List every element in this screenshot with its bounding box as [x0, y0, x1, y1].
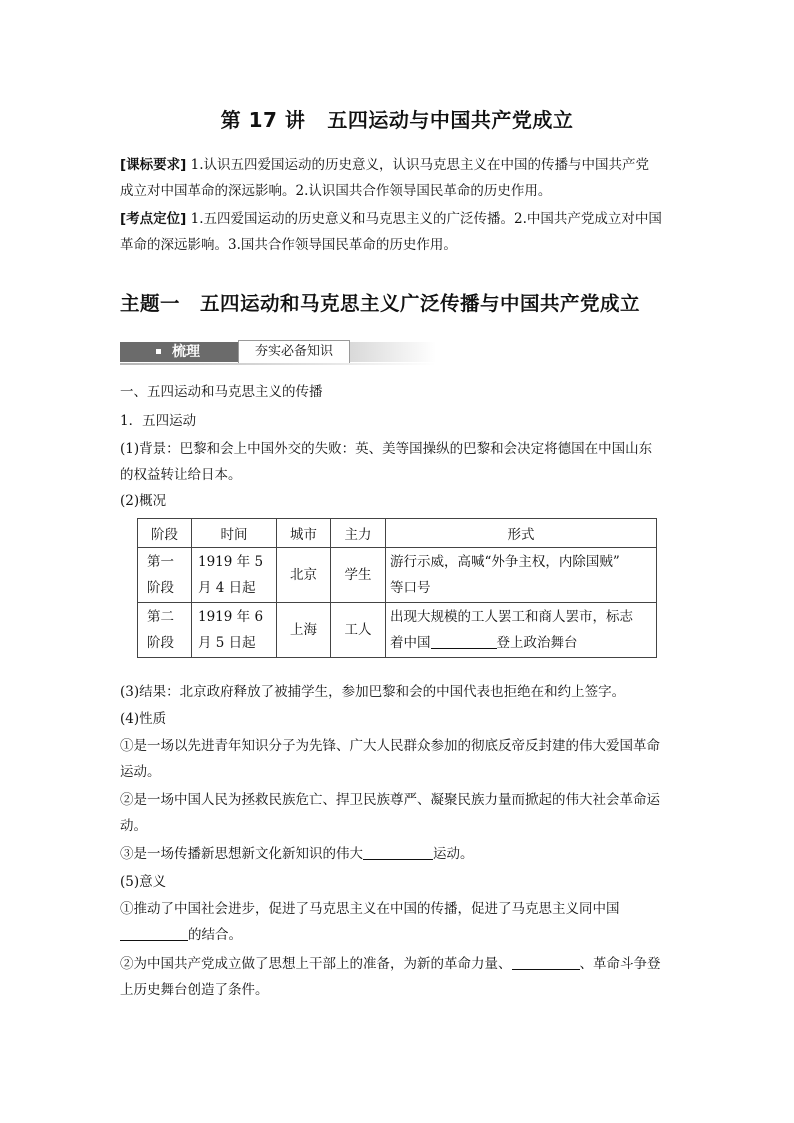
nature-item-1: ①是一场以先进青年知识分子为先锋、广大人民群众参加的彻底反帝反封建的伟大爱国革命 运动。 — [120, 738, 660, 780]
table-header-row — [138, 519, 657, 548]
subsection-heading: 1．五四运动 — [120, 413, 197, 429]
standards-label: [课标要求] — [120, 157, 187, 173]
banner-label: 梳理 — [172, 344, 200, 360]
fill-in-blank[interactable] — [512, 955, 580, 970]
cell-force: 学生 — [331, 548, 386, 603]
theme-heading — [120, 288, 640, 316]
banner-fade — [350, 342, 436, 362]
header-time: 时间 — [192, 519, 277, 548]
theme-prefix: 主题一 — [120, 292, 181, 315]
section-heading: 一、五四运动和马克思主义的传播 — [120, 384, 323, 400]
nature-item-3: ③是一场传播新思想新文化新知识的伟大 运动。 — [120, 846, 474, 862]
cell-stage: 第二 阶段 — [138, 603, 192, 658]
lesson-title — [0, 104, 794, 133]
focus-label: [考点定位] — [120, 211, 187, 227]
focus-text-2: 革命的深远影响。3.国共合作领导国民革命的历史作用。 — [120, 237, 457, 253]
curriculum-standards — [120, 152, 676, 204]
section-banner — [120, 340, 436, 364]
focus-text-1: 1.五四爱国运动的历史意义和马克思主义的广泛传播。2.中国共产党成立对中国 — [186, 211, 662, 227]
table-row — [138, 548, 657, 603]
lesson-number: 第 17 讲 — [220, 108, 306, 132]
banner-rule — [120, 363, 436, 365]
cell-form: 出现大规模的工人罢工和商人罢市，标志 着中国 登上政治舞台 — [386, 603, 657, 658]
cell-stage: 第一 阶段 — [138, 548, 192, 603]
standards-text-2: 成立对中国革命的深远影响。2.认识国共合作领导国民革命的历史作用。 — [120, 183, 552, 199]
significance-item-2: ②为中国共产党成立做了思想上干部上的准备，为新的革命力量、 、革命斗争登 上历史舞台创造了条件。 — [120, 956, 661, 998]
nature-label: (4)性质 — [120, 711, 167, 727]
square-bullet-icon — [156, 349, 161, 354]
movement-stages-table — [137, 518, 657, 658]
banner-label-block — [120, 342, 238, 362]
cell-city: 北京 — [277, 548, 331, 603]
table-row — [138, 603, 657, 658]
banner-sub: 夯实必备知识 — [238, 340, 350, 364]
significance-label: (5)意义 — [120, 874, 167, 890]
lesson-name: 五四运动与中国共产党成立 — [327, 108, 574, 132]
fill-in-blank[interactable] — [120, 926, 188, 941]
cell-time: 1919 年 6 月 5 日起 — [192, 603, 277, 658]
header-city: 城市 — [277, 519, 331, 548]
header-form: 形式 — [386, 519, 657, 548]
exam-focus — [120, 206, 676, 258]
fill-in-blank[interactable] — [431, 634, 497, 649]
nature-item-2: ②是一场中国人民为拯救民族危亡、捍卫民族尊严、凝聚民族力量而掀起的伟大社会革命运 动。 — [120, 792, 660, 834]
theme-title: 五四运动和马克思主义广泛传播与中国共产党成立 — [200, 292, 641, 315]
header-force: 主力 — [331, 519, 386, 548]
cell-time: 1919 年 5 月 4 日起 — [192, 548, 277, 603]
header-stage: 阶段 — [138, 519, 192, 548]
cell-city: 上海 — [277, 603, 331, 658]
result-paragraph: (3)结果：北京政府释放了被捕学生，参加巴黎和会的中国代表也拒绝在和约上签字。 — [120, 684, 626, 700]
fill-in-blank[interactable] — [363, 845, 433, 860]
standards-text-1: 1.认识五四爱国运动的历史意义，认识马克思主义在中国的传播与中国共产党 — [186, 157, 650, 173]
background-line-2: 的权益转让给日本。 — [120, 467, 242, 483]
background-paragraph — [120, 436, 676, 488]
significance-item-1: ①推动了中国社会进步，促进了马克思主义在中国的传播，促进了马克思主义同中国 的结合。 — [120, 901, 620, 943]
cell-form: 游行示威，高喊“外争主权，内除国贼” 等口号 — [386, 548, 657, 603]
background-line-1: (1)背景：巴黎和会上中国外交的失败：英、美等国操纵的巴黎和会决定将德国在中国山东 — [120, 441, 653, 457]
overview-label: (2)概况 — [120, 493, 167, 509]
cell-force: 工人 — [331, 603, 386, 658]
